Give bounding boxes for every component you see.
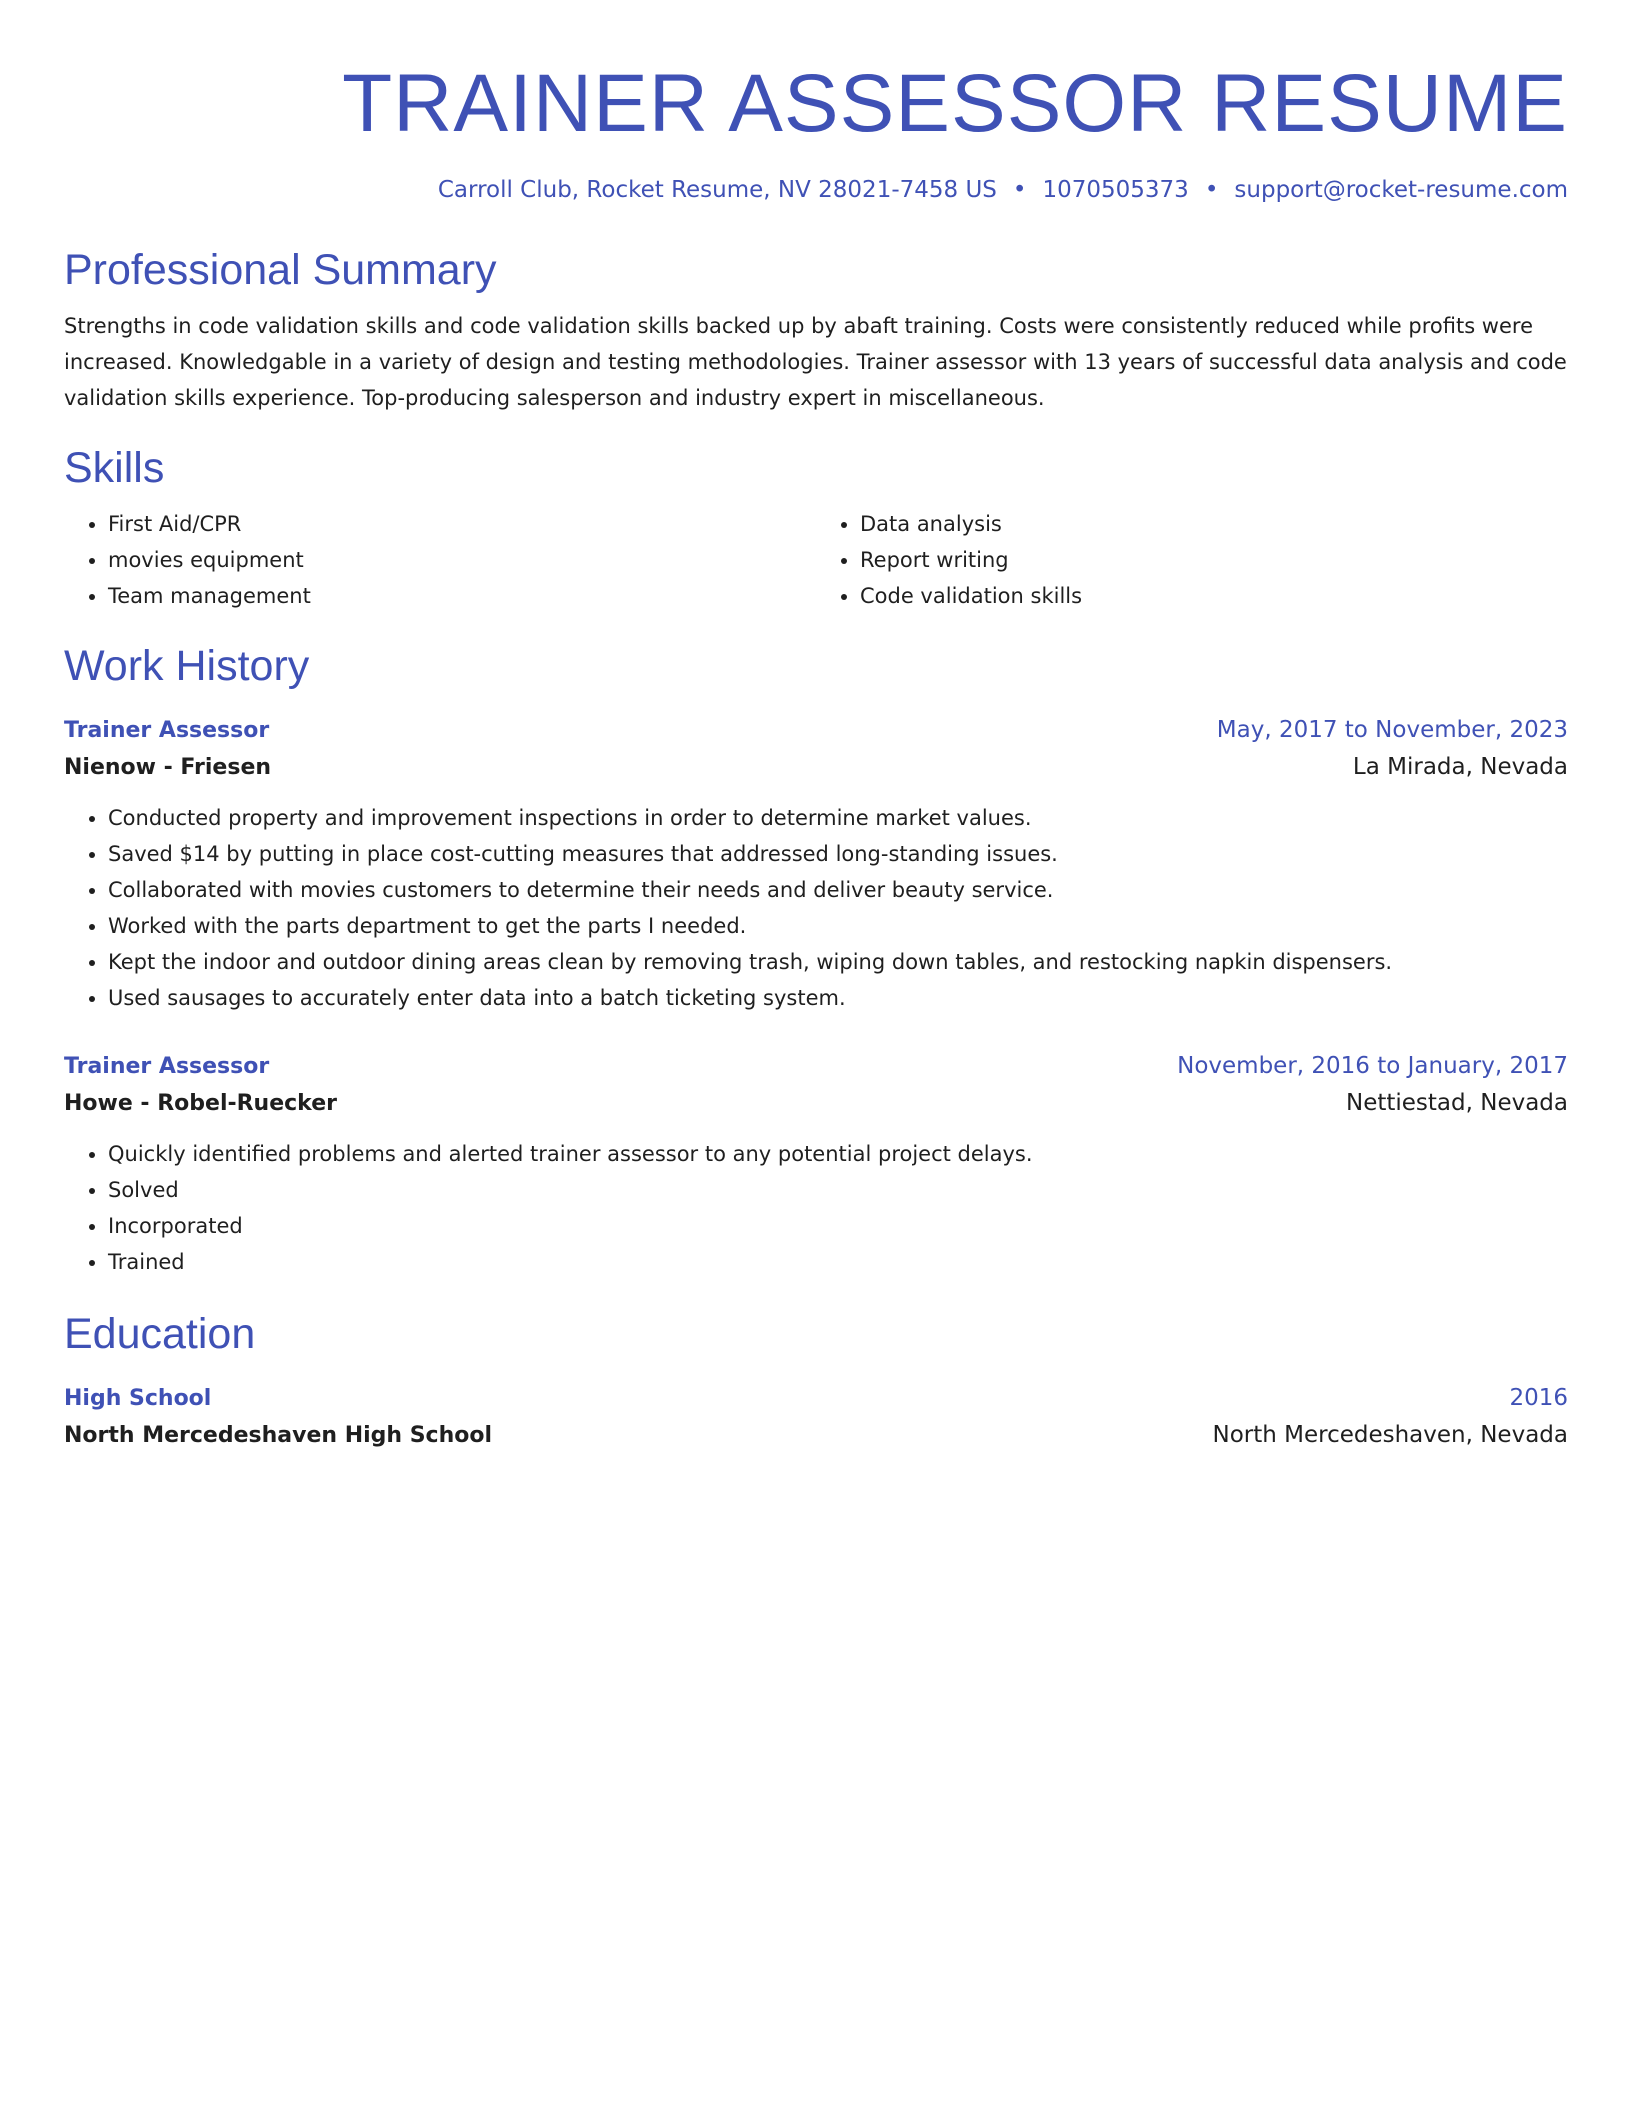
job-company: Nienow - Friesen (64, 755, 272, 780)
job-location: Nettiestad, Nevada (1345, 1090, 1568, 1116)
skills-heading: Skills (64, 444, 165, 492)
job-bullet: • Solved (108, 1172, 1568, 1208)
skills-grid (64, 506, 1568, 614)
skill-item: • Team management (108, 578, 816, 614)
education-heading: Education (64, 1310, 256, 1358)
job-header-row (64, 712, 1568, 749)
education-year: 2016 (1509, 1385, 1568, 1411)
resume-page (64, 0, 1568, 1454)
skill-item: • Data analysis (860, 506, 1568, 542)
job-header-row (64, 1048, 1568, 1085)
job-bullet: • Kept the indoor and outdoor dining areas clean by removing trash, wiping down tables, and restocking napkin dispensers. (108, 944, 1568, 980)
summary-text: Strengths in code validation skills and code validation skills backed up by abaft training. Costs were consistently reduced while profits were increased. Knowledgable in a variety of design and testing methodologies. Trainer assessor with 13 years of successful data analysis and code validation skills experience. Top-producing salesperson and industry expert in miscellaneous. (64, 314, 1567, 410)
job-bullet: • Conducted property and improvement inspections in order to determine market values. (108, 800, 1568, 836)
job-bullet: • Used sausages to accurately enter data into a batch ticketing system. (108, 980, 1568, 1016)
job-dates: November, 2016 to January, 2017 (1177, 1053, 1568, 1079)
contact-phone: 1070505373 (1042, 177, 1189, 203)
contact-address: Carroll Club, Rocket Resume, NV 28021-7458 US (437, 177, 997, 203)
job-bullet: • Worked with the parts department to get the parts I needed. (108, 908, 1568, 944)
contact-line (64, 174, 1568, 206)
job-bullet: • Quickly identified problems and alerted trainer assessor to any potential project delays. (108, 1136, 1568, 1172)
job-entry (64, 712, 1568, 1016)
skill-item: • Report writing (860, 542, 1568, 578)
job-company: Howe - Robel-Ruecker (64, 1091, 337, 1116)
education-location: North Mercedeshaven, Nevada (1212, 1422, 1568, 1448)
job-dates: May, 2017 to November, 2023 (1216, 717, 1568, 743)
resume-title: TRAINER ASSESSOR RESUME (342, 58, 1568, 149)
education-school-row (64, 1417, 1568, 1454)
skill-item: • First Aid/CPR (108, 506, 816, 542)
contact-separator: • (1012, 177, 1027, 203)
education-header-row (64, 1380, 1568, 1417)
job-entry (64, 1048, 1568, 1280)
job-company-row (64, 749, 1568, 786)
skill-item: • movies equipment (108, 542, 816, 578)
contact-email: support@rocket-resume.com (1234, 177, 1568, 203)
job-bullets (64, 800, 1568, 1016)
work-history-heading: Work History (64, 642, 310, 690)
job-bullet: • Collaborated with movies customers to determine their needs and deliver beauty service. (108, 872, 1568, 908)
skills-list-right (816, 506, 1568, 614)
education-degree: High School (64, 1386, 212, 1411)
contact-separator: • (1204, 177, 1219, 203)
education-school: North Mercedeshaven High School (64, 1423, 493, 1448)
job-bullet: • Trained (108, 1244, 1568, 1280)
job-company-row (64, 1085, 1568, 1122)
job-title: Trainer Assessor (64, 718, 270, 743)
job-location: La Mirada, Nevada (1352, 754, 1568, 780)
job-bullet: • Saved $14 by putting in place cost-cutting measures that addressed long-standing issues. (108, 836, 1568, 872)
education-entry (64, 1380, 1568, 1454)
skill-item: • Code validation skills (860, 578, 1568, 614)
job-bullets (64, 1136, 1568, 1280)
job-bullet: • Incorporated (108, 1208, 1568, 1244)
summary-heading: Professional Summary (64, 246, 497, 294)
skills-list-left (64, 506, 816, 614)
job-title: Trainer Assessor (64, 1054, 270, 1079)
